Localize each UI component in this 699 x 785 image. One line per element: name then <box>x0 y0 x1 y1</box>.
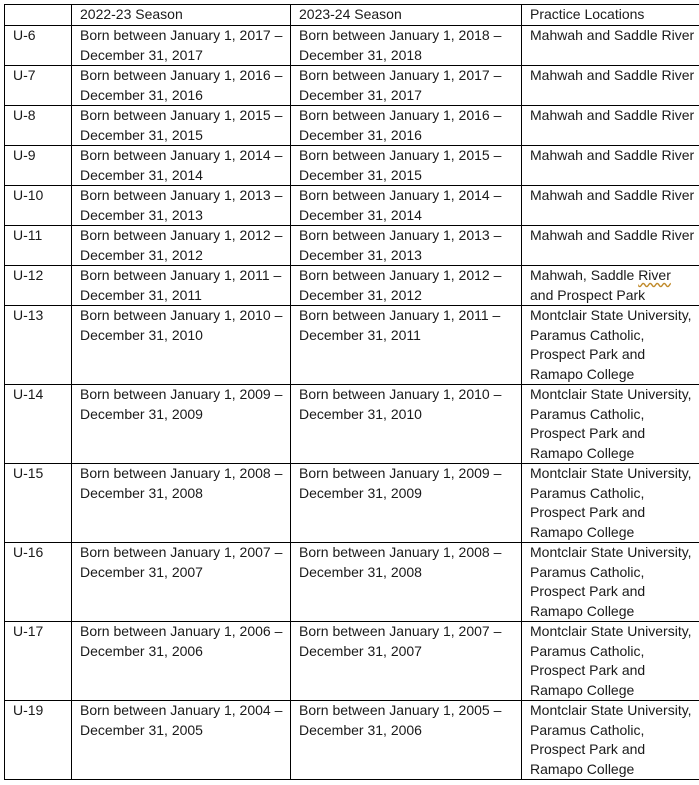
season-2023-24-cell: Born between January 1, 2015 – December 31, 2015 <box>291 146 522 186</box>
locations-text-end: and Prospect Park <box>530 286 646 303</box>
season-2022-23-cell: Born between January 1, 2017 – December 31, 2017 <box>72 26 291 66</box>
practice-locations-cell: Mahwah and Saddle River <box>522 226 699 266</box>
table-row <box>5 186 699 226</box>
table-row <box>5 701 699 780</box>
season-2023-24-cell: Born between January 1, 2013 – December 31, 2013 <box>291 226 522 266</box>
season-2023-24-cell: Born between January 1, 2008 – December 31, 2008 <box>291 543 522 622</box>
season-2022-23-cell: Born between January 1, 2007 – December 31, 2007 <box>72 543 291 622</box>
age-group-cell: U-7 <box>5 66 72 106</box>
table-row <box>5 306 699 385</box>
age-group-cell: U-14 <box>5 385 72 464</box>
age-group-cell: U-10 <box>5 186 72 226</box>
practice-locations-cell: Montclair State University, Paramus Catholic, Prospect Park and Ramapo College <box>522 306 699 385</box>
table-row <box>5 266 699 306</box>
table-row <box>5 26 699 66</box>
practice-locations-cell: Mahwah and Saddle River <box>522 146 699 186</box>
season-2022-23-cell: Born between January 1, 2012 – December 31, 2012 <box>72 226 291 266</box>
practice-locations-cell: Mahwah and Saddle River <box>522 186 699 226</box>
season-2022-23-cell: Born between January 1, 2011 – December 31, 2011 <box>72 266 291 306</box>
age-group-cell: U-17 <box>5 622 72 701</box>
age-group-cell: U-12 <box>5 266 72 306</box>
age-group-table <box>4 4 699 780</box>
season-2023-24-cell: Born between January 1, 2010 – December 31, 2010 <box>291 385 522 464</box>
season-2022-23-cell: Born between January 1, 2008 – December 31, 2008 <box>72 464 291 543</box>
season-2022-23-cell: Born between January 1, 2013 – December 31, 2013 <box>72 186 291 226</box>
practice-locations-cell: Mahwah and Saddle River <box>522 106 699 146</box>
season-2022-23-cell: Born between January 1, 2014 – December 31, 2014 <box>72 146 291 186</box>
header-practice-locations: Practice Locations <box>522 5 699 26</box>
practice-locations-cell: Montclair State University, Paramus Catholic, Prospect Park and Ramapo College <box>522 464 699 543</box>
table-row <box>5 66 699 106</box>
season-2023-24-cell: Born between January 1, 2009 – December 31, 2009 <box>291 464 522 543</box>
age-group-cell: U-13 <box>5 306 72 385</box>
table-row <box>5 622 699 701</box>
season-2023-24-cell: Born between January 1, 2011 – December 31, 2011 <box>291 306 522 385</box>
spellcheck-flagged-word: River <box>638 267 671 283</box>
header-row <box>5 5 699 26</box>
practice-locations-cell: Mahwah and Saddle River <box>522 26 699 66</box>
season-2023-24-cell: Born between January 1, 2018 – December 31, 2018 <box>291 26 522 66</box>
practice-locations-cell: Mahwah and Saddle River <box>522 66 699 106</box>
age-group-cell: U-8 <box>5 106 72 146</box>
season-2022-23-cell: Born between January 1, 2004 – December 31, 2005 <box>72 701 291 780</box>
season-2023-24-cell: Born between January 1, 2007 – December 31, 2007 <box>291 622 522 701</box>
age-group-cell: U-19 <box>5 701 72 780</box>
table-row <box>5 106 699 146</box>
age-group-cell: U-9 <box>5 146 72 186</box>
season-2023-24-cell: Born between January 1, 2014 – December 31, 2014 <box>291 186 522 226</box>
table-row <box>5 146 699 186</box>
header-2022-23-season: 2022-23 Season <box>72 5 291 26</box>
season-2023-24-cell: Born between January 1, 2016 – December 31, 2016 <box>291 106 522 146</box>
season-2023-24-cell: Born between January 1, 2017 – December 31, 2017 <box>291 66 522 106</box>
season-2022-23-cell: Born between January 1, 2010 – December 31, 2010 <box>72 306 291 385</box>
season-2022-23-cell: Born between January 1, 2016 – December 31, 2016 <box>72 66 291 106</box>
table-row <box>5 385 699 464</box>
locations-text-start: Mahwah, Saddle <box>530 267 639 283</box>
season-2022-23-cell: Born between January 1, 2015 – December 31, 2015 <box>72 106 291 146</box>
season-2022-23-cell: Born between January 1, 2009 – December 31, 2009 <box>72 385 291 464</box>
season-2023-24-cell: Born between January 1, 2012 – December 31, 2012 <box>291 266 522 306</box>
practice-locations-cell <box>522 266 699 306</box>
age-group-cell: U-15 <box>5 464 72 543</box>
age-group-cell: U-11 <box>5 226 72 266</box>
practice-locations-cell: Montclair State University, Paramus Catholic, Prospect Park and Ramapo College <box>522 543 699 622</box>
season-2022-23-cell: Born between January 1, 2006 – December 31, 2006 <box>72 622 291 701</box>
header-2023-24-season: 2023-24 Season <box>291 5 522 26</box>
age-group-cell: U-6 <box>5 26 72 66</box>
table-row <box>5 543 699 622</box>
age-group-cell: U-16 <box>5 543 72 622</box>
practice-locations-cell: Montclair State University, Paramus Catholic, Prospect Park and Ramapo College <box>522 385 699 464</box>
table-row <box>5 464 699 543</box>
header-age-group <box>5 5 72 26</box>
table-row <box>5 226 699 266</box>
practice-locations-cell: Montclair State University, Paramus Catholic, Prospect Park and Ramapo College <box>522 622 699 701</box>
season-2023-24-cell: Born between January 1, 2005 – December 31, 2006 <box>291 701 522 780</box>
practice-locations-cell: Montclair State University, Paramus Catholic, Prospect Park and Ramapo College <box>522 701 699 780</box>
document-page <box>4 4 699 780</box>
